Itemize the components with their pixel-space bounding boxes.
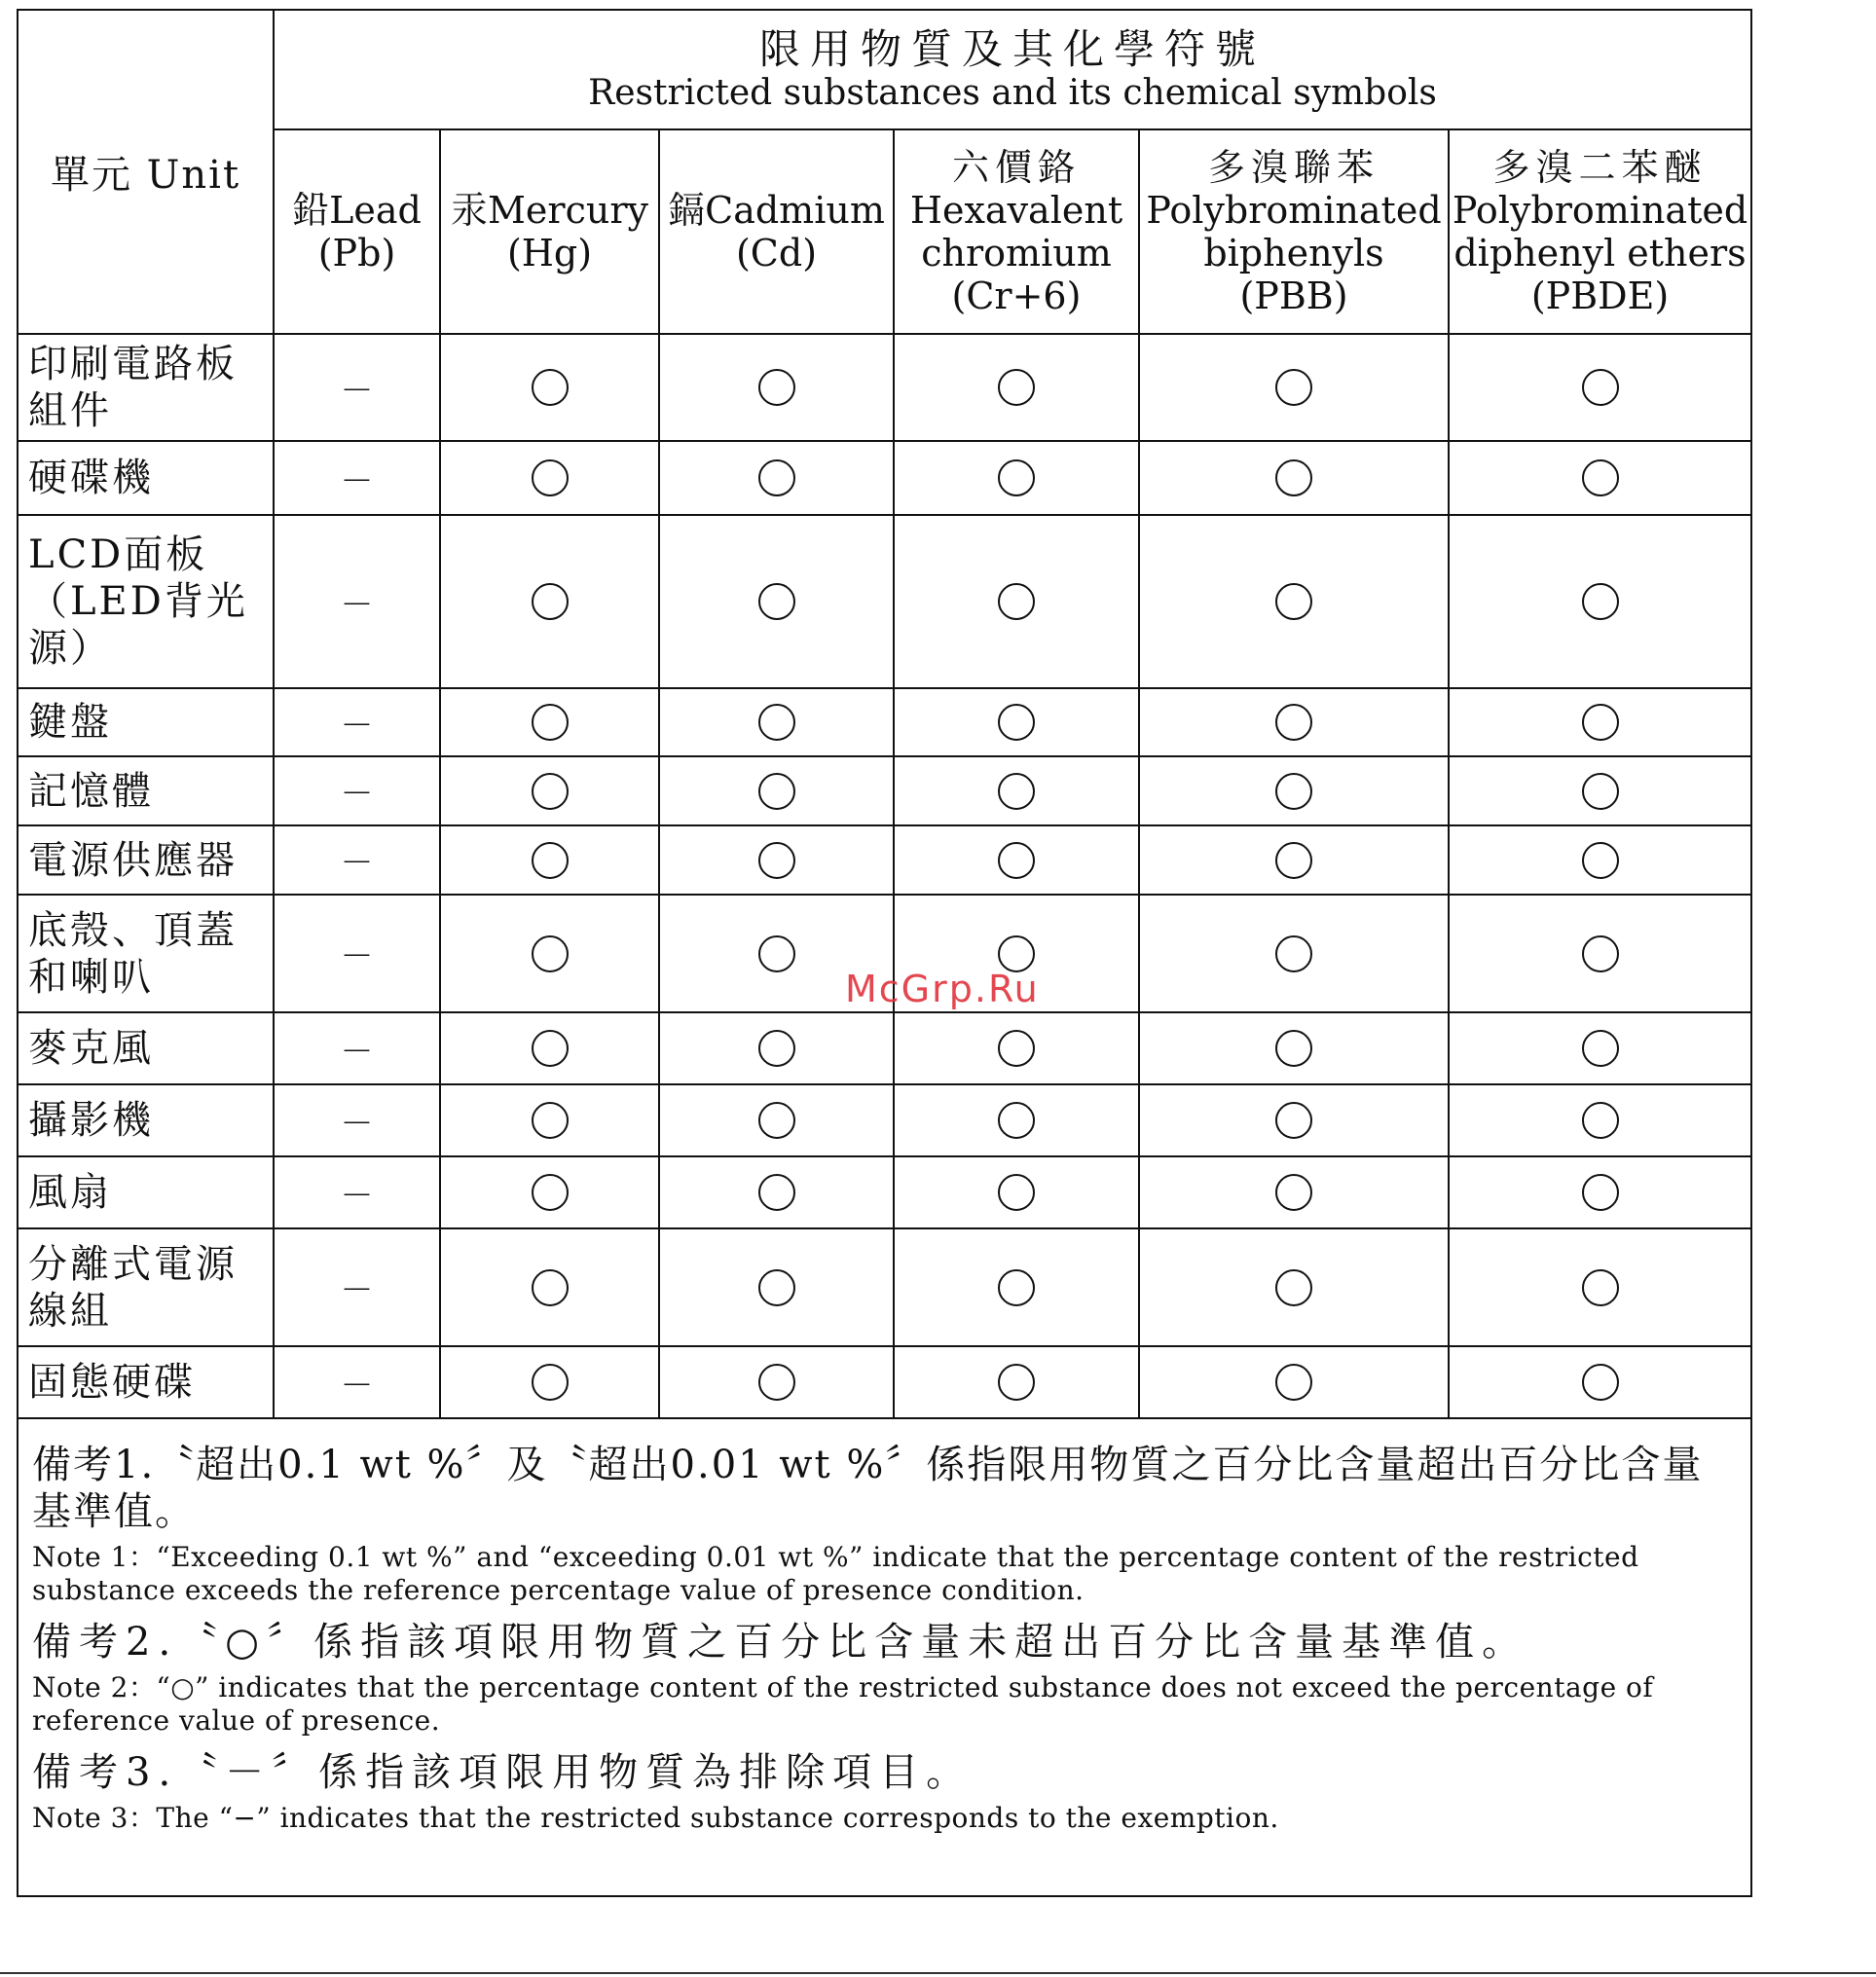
- row-label: 電源供應器: [18, 825, 274, 895]
- restricted-substances-table: [18, 11, 1750, 1419]
- row-label: 固態硬碟: [18, 1346, 274, 1418]
- table-cell: [659, 334, 894, 441]
- table-cell: [659, 1156, 894, 1228]
- circle-mark-icon: [532, 935, 569, 972]
- row-label: 印刷電路板組件: [18, 334, 274, 441]
- col-sym: (Hg): [506, 232, 593, 275]
- note-2-en: Note 2：“○” indicates that the percentage content of the restricted substance does not exceed the percentage of reference value of presence.: [32, 1671, 1654, 1737]
- table-cell: [659, 441, 894, 515]
- table-cell: [894, 756, 1139, 825]
- table-cell: －: [274, 334, 440, 441]
- table-cell: [440, 1228, 659, 1346]
- table-cell: [440, 688, 659, 756]
- circle-mark-icon: [998, 459, 1035, 496]
- note-2-zh: 備考2.〝○〞係指該項限用物質之百分比含量未超出百分比含量基準值。: [32, 1620, 1529, 1665]
- circle-mark-icon: [998, 1174, 1035, 1211]
- circle-mark-icon: [1582, 583, 1619, 620]
- table-cell: －: [274, 1012, 440, 1084]
- col-zh: 鉛Lead: [292, 189, 422, 232]
- table-row: [18, 334, 1750, 441]
- table-cell: [1139, 756, 1449, 825]
- table-cell: [1139, 895, 1449, 1012]
- table-cell: [894, 1156, 1139, 1228]
- table-cell: －: [274, 756, 440, 825]
- table-row: [18, 1346, 1750, 1418]
- table-cell: [1139, 1012, 1449, 1084]
- note-3-en: Note 3：The “−” indicates that the restricted substance corresponds to the exemption.: [32, 1802, 1279, 1834]
- table-cell: [440, 1156, 659, 1228]
- circle-mark-icon: [1275, 1102, 1312, 1139]
- table-cell: [1139, 441, 1449, 515]
- note-1-zh: 備考1.〝超出0.1 wt %〞及〝超出0.01 wt %〞係指限用物質之百分比含量超出百分比含量基準值。: [32, 1443, 1704, 1534]
- col-header-hexavalent-chromium: [894, 129, 1139, 334]
- circle-mark-icon: [1275, 842, 1312, 879]
- table-cell: [894, 1228, 1139, 1346]
- col-header-pbb: [1139, 129, 1449, 334]
- col-sym: (PBB): [1239, 275, 1348, 317]
- col-en: Polybrominated diphenyl ethers: [1452, 189, 1748, 275]
- col-header-mercury: [440, 129, 659, 334]
- circle-mark-icon: [1275, 583, 1312, 620]
- circle-mark-icon: [758, 1174, 795, 1211]
- circle-mark-icon: [998, 935, 1035, 972]
- table-row: [18, 515, 1750, 688]
- circle-mark-icon: [1582, 1030, 1619, 1067]
- circle-mark-icon: [1275, 935, 1312, 972]
- circle-mark-icon: [998, 773, 1035, 810]
- table-row: [18, 688, 1750, 756]
- circle-mark-icon: [532, 773, 569, 810]
- circle-mark-icon: [532, 369, 569, 406]
- circle-mark-icon: [532, 583, 569, 620]
- table-row: [18, 1228, 1750, 1346]
- table-cell: [894, 1084, 1139, 1156]
- table-cell: [894, 441, 1139, 515]
- table-row: [18, 1156, 1750, 1228]
- table-cell: [1449, 756, 1750, 825]
- circle-mark-icon: [532, 1269, 569, 1306]
- title-zh: 限用物質及其化學符號: [759, 24, 1267, 73]
- row-label: 風扇: [18, 1156, 274, 1228]
- table-cell: [1449, 515, 1750, 688]
- circle-mark-icon: [1275, 369, 1312, 406]
- table-body: [18, 334, 1750, 1418]
- col-header-lead: [274, 129, 440, 334]
- circle-mark-icon: [532, 459, 569, 496]
- circle-mark-icon: [1582, 935, 1619, 972]
- circle-mark-icon: [1275, 704, 1312, 741]
- table-cell: [1449, 1156, 1750, 1228]
- table-cell: [894, 688, 1139, 756]
- col-zh: 六價鉻: [951, 146, 1081, 189]
- notes-section: [32, 1442, 1736, 1847]
- circle-mark-icon: [998, 1364, 1035, 1401]
- col-zh: 鎘Cadmium: [668, 189, 885, 232]
- table-cell: －: [274, 895, 440, 1012]
- table-cell: －: [274, 1228, 440, 1346]
- note-3-zh: 備考3.〝－〞係指該項限用物質為排除項目。: [32, 1750, 974, 1795]
- table-cell: [440, 825, 659, 895]
- table-cell: [659, 756, 894, 825]
- circle-mark-icon: [758, 704, 795, 741]
- row-label: 硬碟機: [18, 441, 274, 515]
- circle-mark-icon: [1582, 842, 1619, 879]
- table-cell: [1139, 334, 1449, 441]
- table-cell: [1449, 334, 1750, 441]
- table-cell: [659, 1084, 894, 1156]
- table-row: [18, 756, 1750, 825]
- table-cell: [894, 825, 1139, 895]
- col-sym: (PBDE): [1530, 275, 1670, 317]
- col-zh: 汞Mercury: [451, 189, 648, 232]
- table-cell: [894, 515, 1139, 688]
- circle-mark-icon: [1275, 459, 1312, 496]
- circle-mark-icon: [998, 842, 1035, 879]
- row-label: 麥克風: [18, 1012, 274, 1084]
- circle-mark-icon: [998, 1269, 1035, 1306]
- table-cell: [1449, 1012, 1750, 1084]
- circle-mark-icon: [758, 369, 795, 406]
- table-cell: [1139, 1346, 1449, 1418]
- table-cell: [440, 1084, 659, 1156]
- circle-mark-icon: [998, 369, 1035, 406]
- col-header-pbde: [1449, 129, 1750, 334]
- table-cell: [440, 895, 659, 1012]
- circle-mark-icon: [1582, 704, 1619, 741]
- circle-mark-icon: [1582, 1269, 1619, 1306]
- table-cell: [1139, 1156, 1449, 1228]
- table-row: [18, 441, 1750, 515]
- row-label: 記憶體: [18, 756, 274, 825]
- table-cell: [1449, 441, 1750, 515]
- table-cell: [894, 334, 1139, 441]
- table-cell: －: [274, 441, 440, 515]
- circle-mark-icon: [1275, 1364, 1312, 1401]
- title-en: Restricted substances and its chemical symbols: [588, 72, 1437, 113]
- circle-mark-icon: [1275, 1269, 1312, 1306]
- table-cell: －: [274, 1156, 440, 1228]
- circle-mark-icon: [1275, 1174, 1312, 1211]
- table-cell: －: [274, 515, 440, 688]
- circle-mark-icon: [532, 1364, 569, 1401]
- col-en: Polybrominated biphenyls: [1146, 189, 1442, 275]
- circle-mark-icon: [1275, 773, 1312, 810]
- circle-mark-icon: [758, 459, 795, 496]
- circle-mark-icon: [1582, 459, 1619, 496]
- circle-mark-icon: [1582, 369, 1619, 406]
- circle-mark-icon: [1275, 1030, 1312, 1067]
- table-cell: [440, 334, 659, 441]
- table-cell: [894, 1012, 1139, 1084]
- table-row: [18, 1084, 1750, 1156]
- table-cell: [1139, 1084, 1449, 1156]
- row-label: 分離式電源線組: [18, 1228, 274, 1346]
- table-cell: [1139, 515, 1449, 688]
- table-cell: [1449, 688, 1750, 756]
- circle-mark-icon: [1582, 1102, 1619, 1139]
- table-cell: [1139, 688, 1449, 756]
- col-zh: 多溴二苯醚: [1492, 146, 1708, 189]
- circle-mark-icon: [758, 1030, 795, 1067]
- col-en: Hexavalent chromium: [909, 189, 1123, 275]
- circle-mark-icon: [532, 842, 569, 879]
- circle-mark-icon: [998, 1102, 1035, 1139]
- table-cell: [659, 1012, 894, 1084]
- col-sym: (Pb): [317, 232, 396, 275]
- rohs-declaration-frame: [17, 9, 1752, 1897]
- table-cell: [659, 1228, 894, 1346]
- circle-mark-icon: [758, 583, 795, 620]
- table-cell: [659, 825, 894, 895]
- table-cell: [659, 1346, 894, 1418]
- table-cell: －: [274, 1346, 440, 1418]
- table-cell: [440, 1346, 659, 1418]
- col-header-cadmium: [659, 129, 894, 334]
- circle-mark-icon: [532, 1174, 569, 1211]
- page-bottom-rule: [0, 1972, 1876, 1974]
- table-cell: [1449, 825, 1750, 895]
- table-cell: [1139, 1228, 1449, 1346]
- col-sym: (Cr+6): [951, 275, 1082, 317]
- table-cell: －: [274, 825, 440, 895]
- table-cell: [440, 441, 659, 515]
- circle-mark-icon: [998, 704, 1035, 741]
- circle-mark-icon: [758, 773, 795, 810]
- circle-mark-icon: [758, 1269, 795, 1306]
- circle-mark-icon: [532, 1102, 569, 1139]
- unit-header: 單元 Unit: [18, 11, 274, 334]
- table-cell: [659, 688, 894, 756]
- circle-mark-icon: [1582, 1364, 1619, 1401]
- table-cell: [1449, 1228, 1750, 1346]
- table-cell: －: [274, 688, 440, 756]
- table-cell: [1449, 1084, 1750, 1156]
- table-row: [18, 825, 1750, 895]
- table-cell: [659, 515, 894, 688]
- col-zh: 多溴聯苯: [1207, 146, 1379, 189]
- circle-mark-icon: [532, 1030, 569, 1067]
- table-title: [274, 11, 1750, 129]
- row-label: 底殼、頂蓋和喇叭: [18, 895, 274, 1012]
- circle-mark-icon: [758, 1102, 795, 1139]
- circle-mark-icon: [998, 583, 1035, 620]
- circle-mark-icon: [532, 704, 569, 741]
- circle-mark-icon: [758, 842, 795, 879]
- circle-mark-icon: [1582, 773, 1619, 810]
- table-cell: [440, 756, 659, 825]
- table-cell: [1449, 895, 1750, 1012]
- table-cell: [1139, 825, 1449, 895]
- circle-mark-icon: [998, 1030, 1035, 1067]
- table-cell: [1449, 1346, 1750, 1418]
- table-cell: －: [274, 1084, 440, 1156]
- circle-mark-icon: [758, 935, 795, 972]
- table-row: [18, 1012, 1750, 1084]
- table-cell: [894, 1346, 1139, 1418]
- row-label: 鍵盤: [18, 688, 274, 756]
- circle-mark-icon: [1582, 1174, 1619, 1211]
- row-label: LCD面板（LED背光源）: [18, 515, 274, 688]
- note-1-en: Note 1：“Exceeding 0.1 wt %” and “exceeding 0.01 wt %” indicate that the percentage content of the restricted substance exceeds the reference percentage value of presence condition.: [32, 1541, 1639, 1606]
- watermark: McGrp.Ru: [845, 968, 1040, 1010]
- col-sym: (Cd): [735, 232, 818, 275]
- table-cell: [440, 1012, 659, 1084]
- circle-mark-icon: [758, 1364, 795, 1401]
- table-cell: [440, 515, 659, 688]
- row-label: 攝影機: [18, 1084, 274, 1156]
